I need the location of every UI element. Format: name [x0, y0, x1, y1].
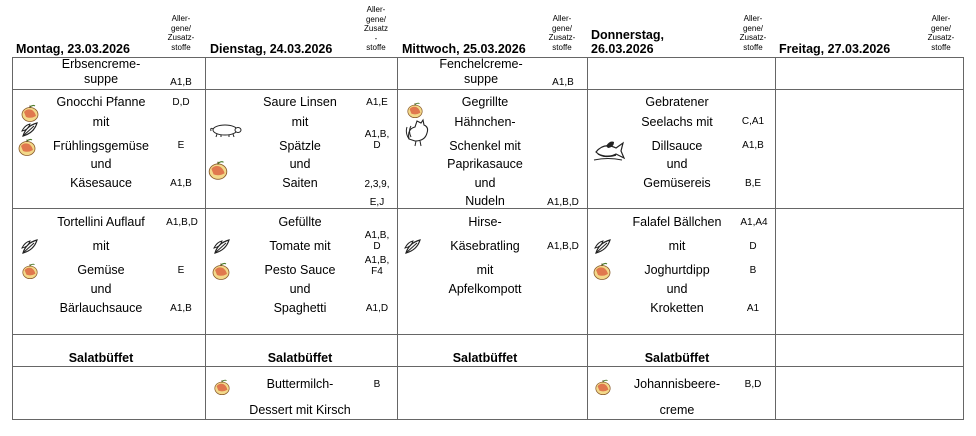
allergen-header-text: gene/	[930, 23, 952, 33]
allergen-code: C,A1	[741, 116, 765, 127]
apple-icon	[593, 378, 613, 396]
dish-line: mit	[476, 263, 494, 277]
dish-line: Schenkel mit	[449, 139, 521, 153]
dish-line: Tortellini Auflauf	[57, 215, 145, 229]
allergen-code: A1,B	[170, 178, 192, 189]
dish-line: creme	[659, 403, 695, 417]
leaf-icon	[212, 237, 232, 257]
allergen-code: B,D	[744, 379, 762, 390]
dish-line: Saiten	[282, 176, 318, 190]
leaf-icon	[593, 237, 613, 257]
dish-line: Frühlingsgemüse	[53, 139, 149, 153]
allergen-code: A1,B,	[364, 230, 390, 241]
allergen-header-text: Zusatz	[363, 24, 388, 33]
allergen-code: B	[749, 265, 757, 276]
grid-line	[12, 334, 964, 335]
dish-line: Johannisbeere-	[633, 377, 721, 391]
dish-line: Gebratener	[645, 95, 709, 109]
dish-line: Gnocchi Pfanne	[56, 95, 146, 109]
allergen-header-text: Zusatz-	[739, 33, 767, 42]
allergen-code: A1,B,D	[547, 197, 579, 208]
grid-line	[587, 57, 588, 420]
allergen-code: D	[373, 241, 381, 252]
pig-icon	[207, 122, 243, 138]
salad-buffet-wednesday: Salatbüffet	[452, 351, 518, 365]
dish-line: Hähnchen-	[454, 115, 516, 129]
dish-line: und	[289, 157, 311, 171]
dish-line: und	[90, 282, 112, 296]
dish-line: Käsebratling	[450, 239, 520, 253]
allergen-code: A1,A4	[740, 217, 768, 228]
allergen-header-friday	[922, 14, 960, 52]
dish-line: Fenchelcreme-	[439, 57, 523, 71]
grid-line	[12, 57, 13, 420]
apple-icon	[207, 158, 229, 182]
allergen-header-text: Aller-	[743, 14, 763, 23]
dish-line: und	[666, 157, 688, 171]
dish-line: und	[90, 157, 112, 171]
allergen-code: E	[177, 265, 185, 276]
dish-line: Gegrillte	[461, 95, 509, 109]
dish-line: Gefüllte	[278, 215, 322, 229]
dish-line: Kroketten	[650, 301, 704, 315]
dish-line: Falafel Bällchen	[632, 215, 722, 229]
soup-name-monday	[40, 57, 162, 87]
allergen-header-tuesday	[357, 5, 395, 53]
dish-line: und	[474, 176, 496, 190]
allergen-header-text: stoffe	[931, 42, 951, 52]
grid-line	[12, 419, 964, 420]
salad-buffet-thursday: Salatbüffet	[644, 351, 710, 365]
dish-line: Spätzle	[279, 139, 321, 153]
salad-buffet-monday: Salatbüffet	[68, 351, 134, 365]
dish-line: Saure Linsen	[263, 95, 337, 109]
apple-icon	[212, 378, 232, 396]
grid-line	[397, 57, 398, 420]
dish-line: Käsesauce	[70, 176, 132, 190]
dish-line: Spaghetti	[273, 301, 327, 315]
grid-line	[205, 57, 206, 420]
allergen-code: B	[373, 379, 381, 390]
allergen-code: D,D	[172, 97, 190, 108]
soup-name-wednesday	[420, 57, 542, 87]
allergen-code: D	[749, 241, 757, 252]
dish-line: Gemüse	[77, 263, 125, 277]
allergen-code: A1,E	[366, 97, 388, 108]
dish-line: mit	[291, 115, 309, 129]
allergen-header-text: gene/	[551, 23, 573, 33]
apple-icon	[17, 137, 37, 157]
grid-line	[963, 57, 964, 420]
day-header-wednesday: Mittwoch, 25.03.2026	[402, 42, 526, 56]
allergen-header-text: gene/	[170, 23, 192, 33]
allergen-code: A1,B	[170, 303, 192, 314]
dish-line: Pesto Sauce	[264, 263, 336, 277]
dish-line: Tomate mit	[269, 239, 331, 253]
allergen-code: A1	[746, 303, 760, 314]
allergen-code: E	[177, 140, 185, 151]
dish-line: Seelachs mit	[641, 115, 713, 129]
allergen-code: B,E	[744, 178, 762, 189]
dish-line: suppe	[463, 72, 499, 86]
grid-line	[12, 366, 964, 367]
dish-line: mit	[668, 239, 686, 253]
allergen-code: D	[373, 140, 381, 151]
allergen-code: A1,B	[170, 77, 192, 88]
allergen-code: A1,B	[742, 140, 764, 151]
apple-icon	[591, 261, 613, 281]
dish-line: Dessert mit Kirsch	[249, 403, 351, 417]
dish-line: Dillsauce	[651, 139, 703, 153]
day-header-thursday-line2: 26.03.2026	[591, 42, 654, 56]
day-header-thursday-line1: Donnerstag,	[591, 28, 664, 42]
dish-line: mit	[92, 115, 110, 129]
allergen-header-text: Zusatz-	[167, 33, 195, 42]
day-header-friday: Freitag, 27.03.2026	[779, 42, 891, 56]
allergen-code: A1,B,D	[547, 241, 579, 252]
allergen-header-text: gene/	[742, 23, 764, 33]
dish-line: Paprikasauce	[447, 157, 523, 171]
allergen-header-wednesday	[543, 14, 581, 52]
allergen-header-text: Aller-	[171, 14, 191, 23]
allergen-header-monday	[162, 14, 200, 52]
dish-line: Buttermilch-	[266, 377, 334, 391]
dish-line: Nudeln	[465, 194, 505, 208]
dish-line: Hirse-	[468, 215, 502, 229]
allergen-header-text: gene/	[365, 14, 387, 24]
allergen-code: A1,B,	[364, 255, 390, 266]
dish-line: Erbsencreme-	[61, 57, 141, 71]
allergen-header-text: stoffe	[552, 42, 572, 52]
allergen-header-thursday	[734, 14, 772, 52]
allergen-header-text: -	[374, 33, 378, 43]
dish-line: Apfelkompott	[448, 282, 522, 296]
dish-line: und	[289, 282, 311, 296]
allergen-code: A1,B,	[364, 129, 390, 140]
dish-line: und	[666, 282, 688, 296]
allergen-header-text: stoffe	[743, 42, 763, 52]
allergen-code: E,J	[369, 197, 385, 208]
grid-line	[12, 89, 964, 90]
dish-line: Gemüsereis	[643, 176, 711, 190]
allergen-header-text: Zusatz-	[927, 33, 955, 42]
dish-line: Bärlauchsauce	[59, 301, 143, 315]
leaf-icon	[20, 237, 40, 257]
day-header-thursday	[591, 28, 664, 56]
grid-line	[775, 57, 776, 420]
allergen-code: A1,B	[552, 77, 574, 88]
allergen-code: 2,3,9,	[364, 179, 390, 190]
allergen-header-text: stoffe	[366, 43, 386, 52]
leaf-icon	[403, 237, 423, 257]
day-header-tuesday: Dienstag, 24.03.2026	[210, 42, 333, 56]
salad-buffet-tuesday: Salatbüffet	[267, 351, 333, 365]
dish-line: suppe	[83, 72, 119, 86]
apple-icon	[20, 262, 40, 280]
allergen-header-text: stoffe	[171, 42, 191, 52]
day-header-monday: Montag, 23.03.2026	[16, 42, 130, 56]
allergen-code: F4	[371, 266, 383, 277]
allergen-header-text: Zusatz-	[548, 33, 576, 42]
allergen-code: A1,B,D	[166, 217, 198, 228]
dish-line: Joghurtdipp	[644, 263, 710, 277]
dish-line: mit	[92, 239, 110, 253]
allergen-header-text: Aller-	[366, 5, 386, 14]
allergen-code: A1,D	[365, 303, 389, 314]
apple-icon	[210, 261, 232, 281]
allergen-header-text: Aller-	[552, 14, 572, 23]
allergen-header-text: Aller-	[931, 14, 951, 23]
